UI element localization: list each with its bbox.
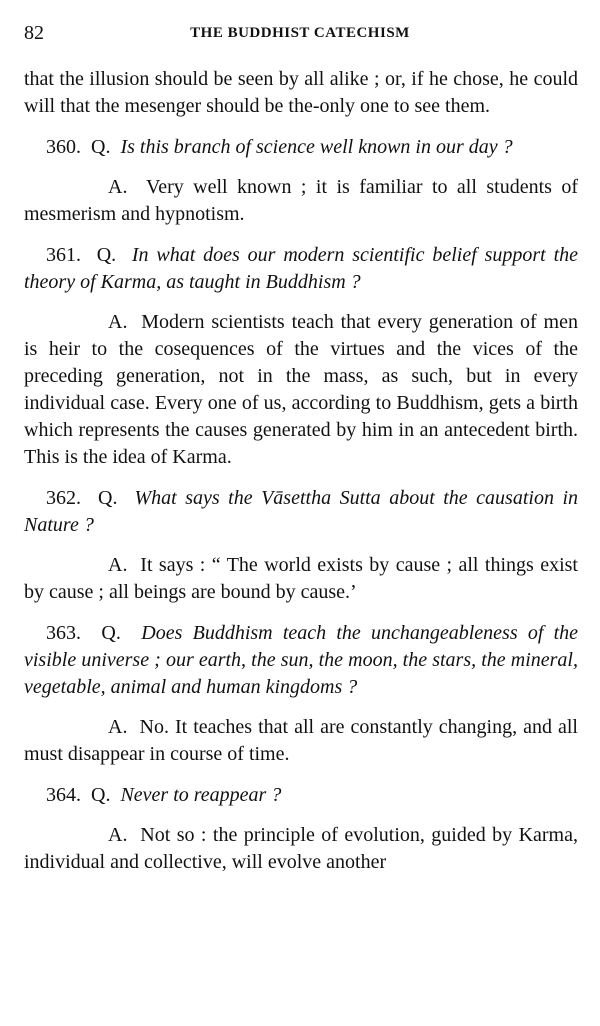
answer-marker: A.: [108, 176, 128, 198]
question-number: 360.: [46, 136, 81, 158]
question-marker: Q.: [91, 136, 111, 158]
answer-text: Modern scientists teach that every generation of men is heir to the cosequences of the virtues and the vices of the preceding generation, not in the mass, as such, but in every individual case. Every one of us, according to Buddhism, gets a birth which represents the causes generated by him in an antecedent birth. This is the idea of Karma.: [24, 311, 578, 468]
question-marker: Q.: [101, 622, 121, 644]
question-362: [24, 485, 578, 539]
question-text: What says the Vāsettha Sutta about the causation in Nature ?: [24, 487, 579, 536]
answer-marker: A.: [108, 716, 128, 738]
question-363: [24, 620, 578, 701]
answer-marker: A.: [108, 824, 128, 846]
continuation-paragraph: that the illusion should be seen by all alike ; or, if he chose, he could will that the mesenger should be the-only one to see them.: [24, 68, 578, 117]
answer-361: [24, 309, 578, 471]
question-text: Never to reappear ?: [120, 784, 282, 806]
question-text: Does Buddhism teach the unchangeableness of the visible universe ; our earth, the sun, the moon, the stars, the mineral, vegetable, animal and human kingdoms ?: [24, 622, 579, 698]
answer-362: [24, 552, 578, 606]
question-text: In what does our modern scientific belief support the theory of Karma, as taught in Buddhism ?: [24, 244, 579, 293]
answer-363: [24, 714, 578, 768]
answer-text: Very well known ; it is familiar to all students of mesmerism and hypnotism.: [24, 176, 579, 225]
page-header: [24, 14, 576, 48]
page-body: [24, 66, 578, 890]
question-marker: Q.: [96, 244, 117, 266]
page-number: 82: [24, 22, 44, 44]
answer-marker: A.: [108, 554, 128, 576]
question-360: [24, 134, 578, 161]
question-text: Is this branch of science well known in our day ?: [120, 136, 513, 158]
answer-marker: A.: [108, 311, 128, 333]
question-number: 362.: [46, 487, 81, 509]
question-361: [24, 242, 578, 296]
question-number: 363.: [46, 622, 81, 644]
question-marker: Q.: [98, 487, 118, 509]
question-364: [24, 782, 578, 809]
answer-text: Not so : the principle of evolution, guided by Karma, individual and collective, will evolve another: [24, 824, 578, 873]
question-marker: Q.: [91, 784, 111, 806]
answer-text: No. It teaches that all are constantly changing, and all must disappear in course of time.: [24, 716, 578, 765]
answer-364: [24, 822, 578, 876]
answer-text: It says : “ The world exists by cause ; all things exist by cause ; all beings are bound by cause.’: [24, 554, 578, 603]
question-number: 361.: [46, 244, 81, 266]
running-title: THE BUDDHIST CATECHISM: [190, 25, 410, 41]
answer-360: [24, 174, 578, 228]
question-number: 364.: [46, 784, 81, 806]
